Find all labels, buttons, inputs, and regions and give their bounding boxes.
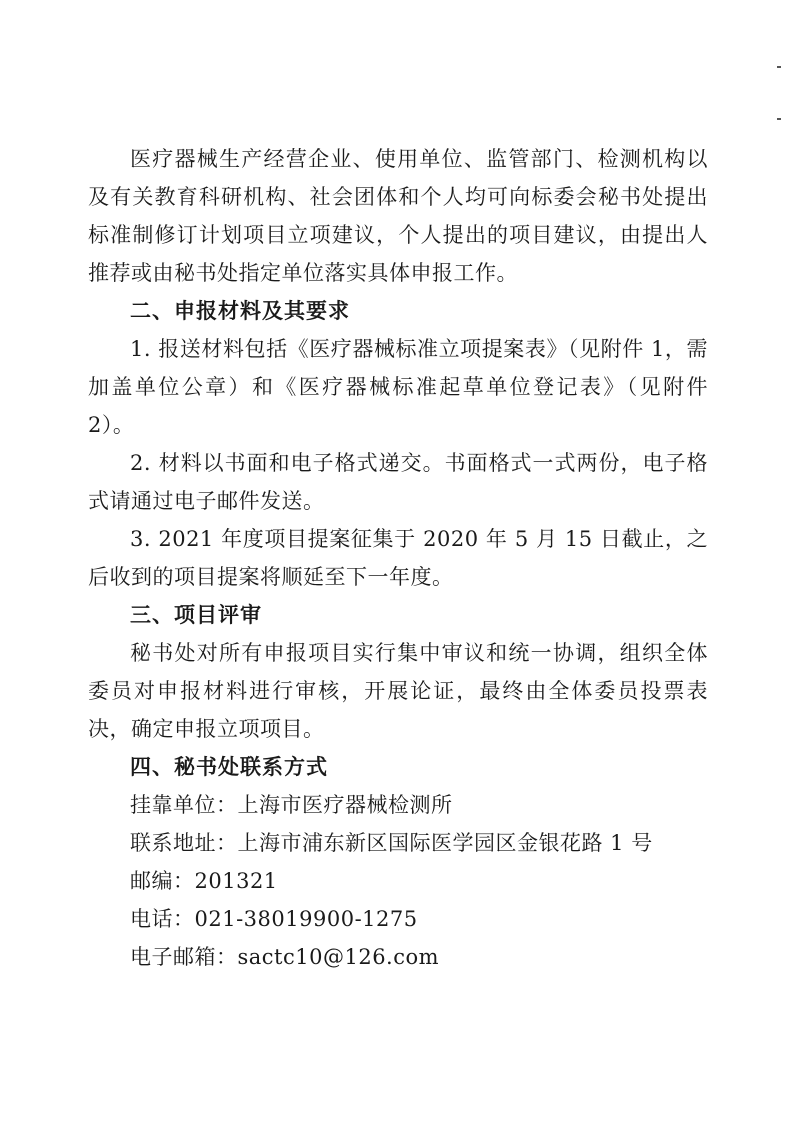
scan-mark [777,66,781,68]
contact-address: 联系地址：上海市浦东新区国际医学园区金银花路 1 号 [130,831,653,855]
scan-mark [777,118,781,120]
materials-item-2: 2. 材料以书面和电子格式递交。书面格式一式两份，电子格式请通过电子邮件发送。 [88,451,708,513]
section-heading-materials: 二、申报材料及其要求 [130,299,350,323]
document-body [88,140,708,976]
contact-email: 电子邮箱：sactc10@126.com [130,945,440,969]
section-heading-review: 三、项目评审 [130,603,262,627]
review-paragraph: 秘书处对所有申报项目实行集中审议和统一协调，组织全体委员对申报材料进行审核，开展论证，最终由全体委员投票表决，确定申报立项项目。 [88,641,708,741]
contact-unit: 挂靠单位：上海市医疗器械检测所 [130,793,453,817]
contact-phone: 电话：021-38019900-1275 [130,907,418,931]
section-heading-contact: 四、秘书处联系方式 [130,755,328,779]
contact-postcode: 邮编：201321 [130,869,278,893]
materials-item-1: 1. 报送材料包括《医疗器械标准立项提案表》（见附件 1，需加盖单位公章）和《医疗器械标准起草单位登记表》（见附件 2）。 [88,337,708,437]
materials-item-3: 3. 2021 年度项目提案征集于 2020 年 5 月 15 日截止，之后收到的项目提案将顺延至下一年度。 [88,527,709,589]
intro-paragraph: 医疗器械生产经营企业、使用单位、监管部门、检测机构以及有关教育科研机构、社会团体和个人均可向标委会秘书处提出标准制修订计划项目立项建议，个人提出的项目建议，由提出人推荐或由秘书处指定单位落实具体申报工作。 [88,147,708,285]
